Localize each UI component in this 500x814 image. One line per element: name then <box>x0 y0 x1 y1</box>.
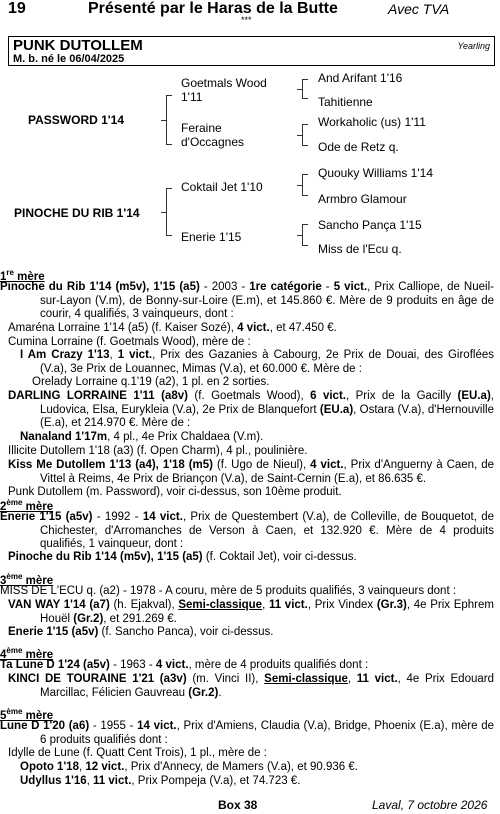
horse-name: PUNK DUTOLLEM <box>13 37 143 54</box>
brace-dd <box>302 224 308 246</box>
lot-number: 19 <box>8 0 26 17</box>
m3-para: MISS DE L'ECU q. (a2) - 1978 - A couru, mère de 5 produits qualifiés, 3 vainqueurs dont : <box>0 585 457 597</box>
m1-p5: Orelady Lorraine q.1'19 (a2), 1 pl. en 2 sorties. <box>32 376 270 388</box>
m5-para: Lune D 1'20 (a6) - 1955 - 14 vict., Prix d'Amiens, Claudia (V.a), Bridge, Phoenix (E.a), mère de 6 produits qualifiés dont : <box>0 720 495 746</box>
m1-para: Pinoche du Rib 1'14 (m5v), 1'15 (a5) - 2003 - 1re catégorie - 5 vict., Prix Calliope, de Nueil-sur-Layon (V.m), de Bonny-sur-Loire (E.m), et 145.860 €. Mère de 9 produits en âge de courir, 4 qualifiés, 3 vainqueurs, dont : <box>0 281 494 321</box>
section-head-2: 2ème mère <box>0 498 54 513</box>
brace-sire <box>166 95 172 145</box>
pedigree-ggp-2: Tahitienne <box>318 95 373 109</box>
yearling-label: Yearling <box>457 41 490 51</box>
m3-p2: VAN WAY 1'14 (a7) (h. Ejakval), Semi-classique, 11 vict., Prix Vindex (Gr.3), 4e Prix Ephrem Houël (Gr.2), et 291.269 €. <box>8 599 494 625</box>
m1-p10: Punk Dutollem (m. Password), voir ci-dessus, son 10ème produit. <box>8 486 342 498</box>
m4-para: Ta Lune D 1'24 (a5v) - 1963 - 4 vict., mère de 4 produits qualifiés dont : <box>0 659 369 671</box>
brace-ss <box>302 79 308 99</box>
m4-p2: KINCI DE TOURAINE 1'21 (a3v) (m. Vinci II), Semi-classique, 11 vict., 4e Prix Edouard Marcillac, Félicien Gauvreau (Gr.2). <box>8 673 494 699</box>
pedigree-ggp-7: Sancho Pança 1'15 <box>318 218 422 232</box>
horse-description: M. b. né le 06/04/2025 <box>13 53 125 65</box>
brace-dam <box>166 188 172 236</box>
pedigree-sire-dam: Feraine d'Occagnes <box>181 121 244 149</box>
horse-name-box <box>8 36 495 66</box>
m5-p4: Udyllus 1'16, 11 vict., Prix Pompeja (V.a), et 74.723 €. <box>20 775 301 787</box>
tva-label: Avec TVA <box>388 1 450 17</box>
m5-p3: Opoto 1'18, 12 vict., Prix d'Annecy, de Mamers (V.a), et 90.936 €. <box>20 761 358 773</box>
sale-date: Laval, 7 octobre 2026 <box>372 798 488 812</box>
m5-p2: Idylle de Lune (f. Quatt Cent Trois), 1 pl., mère de : <box>8 747 267 759</box>
pedigree-dam: PINOCHE DU RIB 1'14 <box>14 206 140 220</box>
pedigree-ggp-1: And Arifant 1'16 <box>318 71 403 85</box>
brace-sd <box>302 124 308 146</box>
section-head-4: 4ème mère <box>0 646 54 661</box>
section-head-1: 1re mère <box>0 268 45 283</box>
m2-para: Enerie 1'15 (a5v) - 1992 - 14 vict., Prix de Questembert (V.a), de Colleville, de Bouquetot, de Chichester, d'Arromanches de Verson à Caen, et 132.920 €. Mère de 4 produits qualifiés, 1 vainqueur, dont : <box>0 511 494 551</box>
pedigree-ggp-4: Ode de Retz q. <box>318 140 399 154</box>
m1-p2: Amaréna Lorraine 1'14 (a5) (f. Kaiser Sozé), 4 vict., et 47.450 €. <box>8 322 337 334</box>
pedigree-sire-sire: Goetmals Wood 1'11 <box>181 76 267 104</box>
pedigree-ggp-5: Quouky Williams 1'14 <box>318 166 433 180</box>
m2-p2: Pinoche du Rib 1'14 (m5v), 1'15 (a5) (f. Coktail Jet), voir ci-dessus. <box>8 551 357 563</box>
m3-p3: Enerie 1'15 (a5v) (f. Sancho Panca), voir ci-dessus. <box>8 626 274 638</box>
m1-p8: Illicite Dutollem 1'18 (a3) (f. Open Charm), 4 pl., poulinière. <box>8 445 308 457</box>
pedigree-ggp-3: Workaholic (us) 1'11 <box>318 115 426 129</box>
brace-ds <box>302 174 308 196</box>
m1-p4: I Am Crazy 1'13, 1 vict., Prix des Gazanies à Cabourg, 2e Prix de Douai, des Giroflées (V.a), 3e Prix de Louannec, Mimas (V.a), et 60.000 €. Mère de : <box>20 349 494 375</box>
m1-p3: Cumina Lorraine (f. Goetmals Wood), mère de : <box>8 336 251 348</box>
box-number: Box 38 <box>218 798 258 812</box>
section-head-5: 5ème mère <box>0 707 54 722</box>
consignor-title: Présenté par le Haras de la Butte <box>88 0 338 17</box>
stars-mark: *** <box>241 15 252 25</box>
pedigree-dam-dam: Enerie 1'15 <box>181 230 242 244</box>
m1-p9: Kiss Me Dutollem 1'13 (a4), 1'18 (m5) (f. Ugo de Nieul), 4 vict., Prix d'Anguerny à Caen, de Vittel à Reims, 4e Prix de Briançon (V.a), de Saint-Cernin (E.a), et 86.635 €. <box>8 459 495 485</box>
pedigree-sire: PASSWORD 1'14 <box>28 113 124 127</box>
pedigree-dam-sire: Coktail Jet 1'10 <box>181 180 263 194</box>
pedigree-ggp-8: Miss de l'Ecu q. <box>318 242 402 256</box>
pedigree-ggp-6: Armbro Glamour <box>318 192 407 206</box>
section-head-3: 3ème mère <box>0 572 54 587</box>
m1-p7: Nanaland 1'17m, 4 pl., 4e Prix Chaldaea (V.m). <box>20 431 264 443</box>
m1-p6: DARLING LORRAINE 1'11 (a8v) (f. Goetmals Wood), 6 vict., Prix de la Gacilly (EU.a), Ludovica, Elsa, Eurykleia (V.a), 2e Prix de Blanquefort (EU.a), Ostara (V.a), d'Hernouville (E.a), et 214.970 €. Mère de : <box>8 390 494 430</box>
